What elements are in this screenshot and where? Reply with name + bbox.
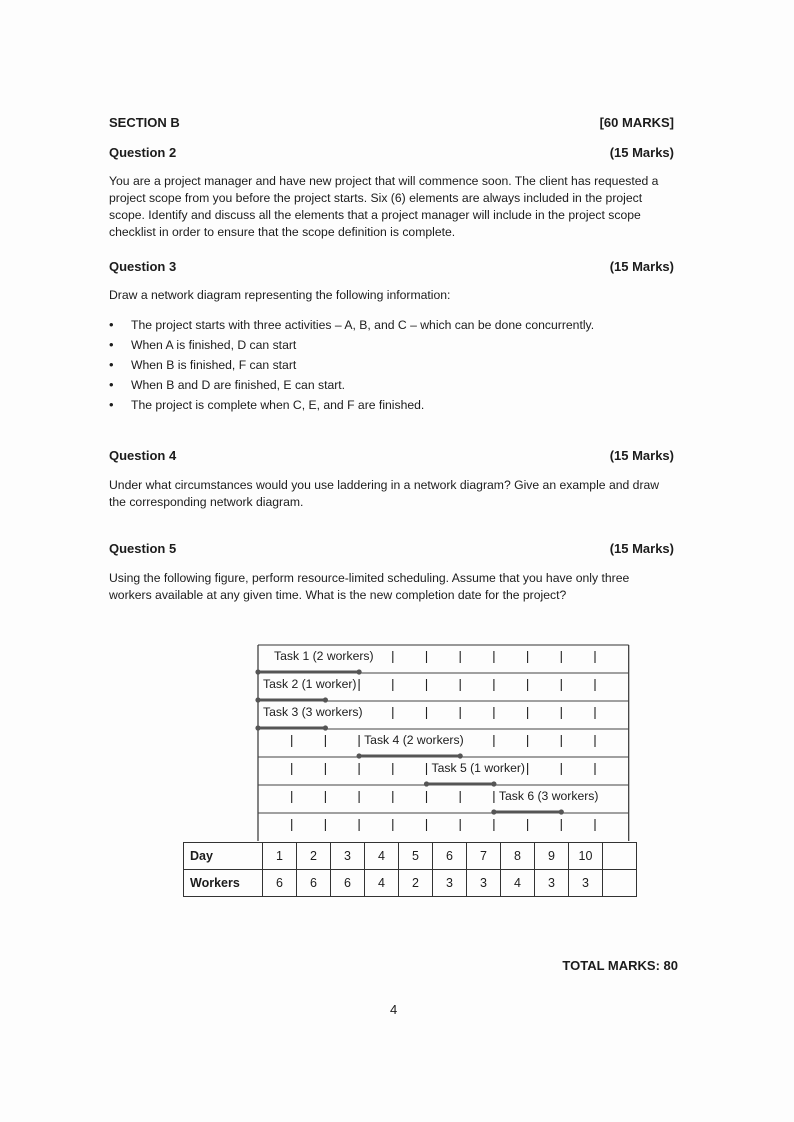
workers-cell: 3	[569, 870, 603, 897]
question-2-title: Question 2	[109, 145, 177, 160]
question-5-marks: (15 Marks)	[609, 541, 674, 556]
bullet-item: • The project starts with three activities – A, B, and C – which can be done concurrently.	[109, 315, 689, 335]
empty-cell	[603, 843, 637, 870]
question-3-marks: (15 Marks)	[609, 259, 674, 274]
task-start-marker	[424, 781, 429, 786]
workers-cell: 4	[365, 870, 399, 897]
day-cell: 7	[467, 843, 501, 870]
workers-row-label: Workers	[184, 870, 263, 897]
task-end-marker	[458, 753, 463, 758]
day-cell: 10	[569, 843, 603, 870]
task-start-marker	[357, 753, 362, 758]
day-cell: 9	[535, 843, 569, 870]
workers-cell: 3	[433, 870, 467, 897]
workers-cell: 6	[331, 870, 365, 897]
resource-table	[183, 842, 637, 897]
question-4-title: Question 4	[109, 448, 177, 463]
task-start-marker	[255, 697, 260, 702]
bullet-item: • The project is complete when C, E, and F are finished.	[109, 395, 689, 415]
day-cell: 4	[365, 843, 399, 870]
question-2-text: You are a project manager and have new project that will commence soon. The client has requested a project scope from you before the project starts. Six (6) elements are always included in the project scope. Identify and discuss all the elements that a project manager will include in the project scope checklist in order to ensure that the scope definition is complete.	[109, 174, 659, 239]
section-marks: [60 MARKS]	[599, 115, 674, 130]
day-cell: 3	[331, 843, 365, 870]
task-start-marker	[255, 669, 260, 674]
workers-cell: 3	[467, 870, 501, 897]
task-label: Task 5 (1 worker)	[431, 761, 525, 775]
question-5-text: Using the following figure, perform resource-limited scheduling. Assume that you have only three workers available at any given time. What is the new completion date for the project?	[109, 571, 630, 602]
question-4-text: Under what circumstances would you use laddering in a network diagram? Give an example and draw the corresponding network diagram.	[109, 478, 660, 509]
task-label: Task 4 (2 workers)	[364, 733, 464, 747]
task-start-marker	[255, 725, 260, 730]
question-5-title: Question 5	[109, 541, 177, 556]
workers-cell: 2	[399, 870, 433, 897]
bullet-item: • When B is finished, F can start	[109, 355, 689, 375]
task-label: Task 1 (2 workers)	[274, 649, 374, 663]
day-row-label: Day	[184, 843, 263, 870]
task-label: Task 6 (3 workers)	[498, 789, 599, 803]
day-cell: 6	[433, 843, 467, 870]
workers-cell: 4	[501, 870, 535, 897]
question-2-marks: (15 Marks)	[609, 145, 674, 160]
question-4-marks: (15 Marks)	[609, 448, 674, 463]
day-cell: 2	[297, 843, 331, 870]
question-3-bullets	[109, 315, 689, 415]
total-marks: TOTAL MARKS: 80	[562, 958, 678, 973]
workers-cell: 3	[535, 870, 569, 897]
task-end-marker	[491, 781, 496, 786]
question-3-title: Question 3	[109, 259, 177, 274]
question-3-text: Draw a network diagram representing the following information:	[109, 288, 451, 302]
task-start-marker	[491, 809, 496, 814]
workers-row	[184, 870, 637, 897]
task-end-marker	[357, 669, 362, 674]
page-number: 4	[390, 1002, 398, 1017]
day-cell: 1	[263, 843, 297, 870]
section-title: SECTION B	[109, 115, 180, 130]
task-end-marker	[323, 697, 328, 702]
day-row	[184, 843, 637, 870]
day-cell: 8	[501, 843, 535, 870]
task-end-marker	[323, 725, 328, 730]
empty-cell	[603, 870, 637, 897]
day-cell: 5	[399, 843, 433, 870]
bullet-item: • When B and D are finished, E can start.	[109, 375, 689, 395]
bullet-item: • When A is finished, D can start	[109, 335, 689, 355]
workers-cell: 6	[263, 870, 297, 897]
task-label: Task 3 (3 workers)	[263, 705, 363, 719]
task-label: Task 2 (1 worker)	[263, 677, 357, 691]
task-end-marker	[559, 809, 564, 814]
workers-cell: 6	[297, 870, 331, 897]
